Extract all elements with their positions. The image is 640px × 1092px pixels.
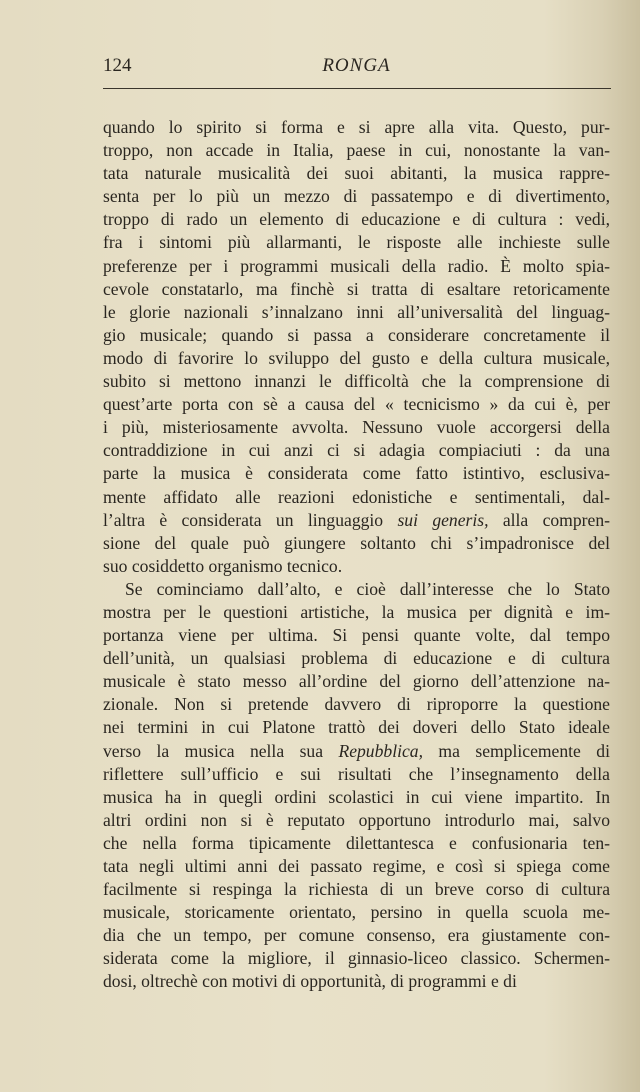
text-line: Se cominciamo dall’alto, e cioè dall’interesse che lo Stato [125,578,610,599]
text-line: troppo di rado un elemento di educazione e di cultura : vedi, [103,209,610,230]
header-rule [103,88,611,89]
paragraph [103,578,610,994]
text-segment: alla compren- [488,509,610,530]
text-line: cevole constatarlo, ma finchè si tratta di esaltare retoricamente [103,278,610,299]
text-line: sione del quale può giungere soltanto chi s’impadronisce del [103,532,610,553]
text-line: siderata come la migliore, il ginnasio-liceo classico. Schermen- [103,948,610,969]
text-line: troppo, non accade in Italia, paese in cui, nonostante la van- [103,140,610,161]
text-segment: ma semplicemente di [422,740,610,761]
body-text [103,116,610,994]
text-line: musica ha in quegli ordini scolastici in cui viene impartito. In [103,786,610,807]
text-line: altri ordini non si è reputato opportuno introdurlo mai, salvo [103,809,610,830]
text-line: fra i sintomi più allarmanti, le risposte alle inchieste sulle [103,232,610,253]
text-line: preferenze per i programmi musicali della radio. È molto spia- [103,255,610,276]
text-line [103,509,610,532]
running-title: RONGA [322,55,391,76]
text-line: portanza viene per ultima. Si pensi quante volte, dal tempo [103,625,610,646]
text-segment: verso la musica nella sua [103,740,339,761]
text-line: musicale è stato messo all’ordine del giorno dell’attenzione na- [103,671,610,692]
text-line: dell’unità, un qualsiasi problema di educazione e di cultura [103,648,610,669]
text-line: gio musicale; quando si passa a considerare concretamente il [103,324,610,345]
text-line: quest’arte porta con sè a causa del « tecnicismo » da cui è, per [103,394,610,415]
text-line: mente affidato alle reazioni edonistiche e sentimentali, dal- [103,486,610,507]
text-line: facilmente si respinga la richiesta di un breve corso di cultura [103,879,610,900]
text-line: tata naturale musicalità dei suoi abitanti, la musica rappre- [103,163,610,184]
text-line: che nella forma tipicamente dilettantesca e confusionaria ten- [103,832,610,853]
text-line: parte la musica è considerata come fatto istintivo, esclusiva- [103,463,610,484]
italic-text: sui generis, [397,509,489,530]
text-line: tata negli ultimi anni dei passato regime, e così si spiega come [103,856,610,876]
page-number: 124 [103,55,132,76]
page-header [103,55,610,81]
text-line: i più, misteriosamente avvolta. Nessuno vuole accorgersi della [103,417,610,438]
text-line: le glorie nazionali s’innalzano inni all’universalità del linguag- [103,301,610,322]
text-segment: l’altra è considerata un linguaggio [103,509,398,530]
text-line: dosi, oltrechè con motivi di opportunità, di programmi e di [103,971,517,992]
text-line: quando lo spirito si forma e si apre alla vita. Questo, pur- [103,117,610,137]
italic-text: Repubblica, [338,740,423,761]
text-line: subito si mettono innanzi le difficoltà che la comprensione di [103,371,610,392]
text-line: modo di favorire lo sviluppo del gusto e della cultura musicale, [103,347,610,368]
text-line [103,740,610,763]
text-line: dia che un tempo, per comune consenso, era giustamente con- [103,925,610,946]
paragraph [103,116,610,578]
text-line: zionale. Non si pretende davvero di riproporre la questione [103,694,610,715]
text-line: musicale, storicamente orientato, persino in quella scuola me- [103,902,610,923]
text-line: senta per lo più un mezzo di passatempo e di divertimento, [103,186,610,207]
text-line: suo cosiddetto organismo tecnico. [103,555,343,576]
text-line: contraddizione in cui anzi ci si adagia compiaciuti : da una [103,440,610,461]
text-line: riflettere sull’ufficio e sui risultati che l’insegnamento della [103,763,610,784]
text-line: nei termini in cui Platone trattò dei doveri dello Stato ideale [103,717,610,738]
text-line: mostra per le questioni artistiche, la musica per dignità e im- [103,601,610,622]
